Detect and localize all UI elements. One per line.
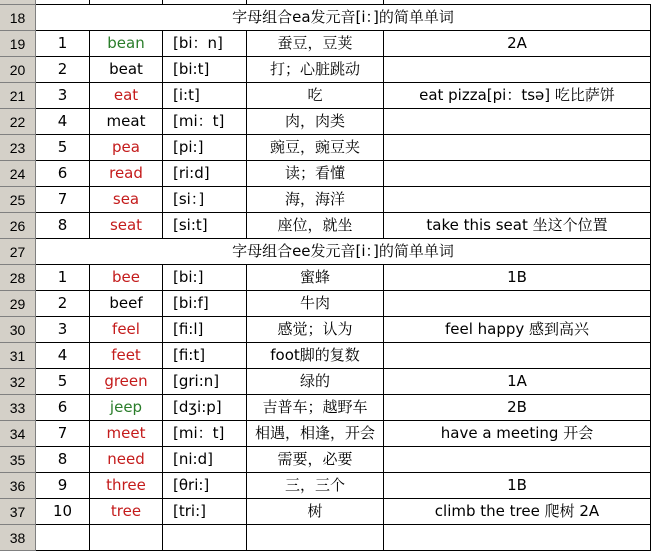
- table-row: [0, 135, 651, 161]
- row-header[interactable]: 32: [0, 369, 36, 395]
- cell-phonetic[interactable]: [tri:]: [163, 499, 247, 525]
- cell-number[interactable]: 2: [36, 57, 90, 83]
- cell-note[interactable]: [384, 291, 651, 317]
- cell-meaning[interactable]: 蚕豆，豆荚: [247, 31, 384, 57]
- cell-meaning[interactable]: 相遇，相逢，开会: [247, 421, 384, 447]
- section-title[interactable]: 字母组合ee发元音[i：]的简单单词: [36, 239, 651, 265]
- cell-note[interactable]: [384, 57, 651, 83]
- cell-word[interactable]: beef: [90, 291, 163, 317]
- cell-phonetic[interactable]: [bi:]: [163, 265, 247, 291]
- table-row: [0, 317, 651, 343]
- row-header[interactable]: 27: [0, 239, 36, 265]
- table-row: [0, 265, 651, 291]
- table-row: [0, 291, 651, 317]
- cell-number[interactable]: 6: [36, 161, 90, 187]
- row-header[interactable]: 36: [0, 473, 36, 499]
- cell-meaning[interactable]: 感觉；认为: [247, 317, 384, 343]
- row-header[interactable]: 22: [0, 109, 36, 135]
- cell-note[interactable]: feel happy 感到高兴: [384, 317, 651, 343]
- cell-meaning[interactable]: 座位，就坐: [247, 213, 384, 239]
- row-header[interactable]: 38: [0, 525, 36, 551]
- cell-number[interactable]: 2: [36, 291, 90, 317]
- table-row: [0, 239, 651, 265]
- cell-note[interactable]: [384, 109, 651, 135]
- cell-empty[interactable]: [36, 525, 90, 551]
- row-header[interactable]: 26: [0, 213, 36, 239]
- cell-word[interactable]: need: [90, 447, 163, 473]
- table-row: [0, 161, 651, 187]
- cell-note[interactable]: take this seat 坐这个位置: [384, 213, 651, 239]
- table-row: [0, 83, 651, 109]
- cell-meaning[interactable]: 需要，必要: [247, 447, 384, 473]
- cell-number[interactable]: 6: [36, 395, 90, 421]
- row-header[interactable]: 33: [0, 395, 36, 421]
- row-header[interactable]: 19: [0, 31, 36, 57]
- cell-number[interactable]: 3: [36, 317, 90, 343]
- cell-phonetic[interactable]: [si：]: [163, 187, 247, 213]
- cell-empty[interactable]: [247, 525, 384, 551]
- cell-note[interactable]: 1A: [384, 369, 651, 395]
- cell-meaning[interactable]: foot脚的复数: [247, 343, 384, 369]
- table-row: [0, 31, 651, 57]
- cell-number[interactable]: 8: [36, 447, 90, 473]
- cell-phonetic[interactable]: [dʒi:p]: [163, 395, 247, 421]
- cell-number[interactable]: 4: [36, 343, 90, 369]
- cell-word[interactable]: eat: [90, 83, 163, 109]
- table-row: [0, 369, 651, 395]
- table-row: [0, 447, 651, 473]
- cell-number[interactable]: 9: [36, 473, 90, 499]
- section-title[interactable]: 字母组合ea发元音[i：]的简单单词: [36, 5, 651, 31]
- table-row: [0, 525, 651, 551]
- row-header[interactable]: 31: [0, 343, 36, 369]
- cell-note[interactable]: have a meeting 开会: [384, 421, 651, 447]
- cell-word[interactable]: pea: [90, 135, 163, 161]
- table-row: [0, 187, 651, 213]
- cell-note[interactable]: [384, 343, 651, 369]
- cell-word[interactable]: tree: [90, 499, 163, 525]
- cell-number[interactable]: 8: [36, 213, 90, 239]
- row-header[interactable]: 24: [0, 161, 36, 187]
- cell-meaning[interactable]: 豌豆，豌豆夹: [247, 135, 384, 161]
- cell-word[interactable]: sea: [90, 187, 163, 213]
- cell-phonetic[interactable]: [θri:]: [163, 473, 247, 499]
- cell-meaning[interactable]: 三，三个: [247, 473, 384, 499]
- cell-word[interactable]: bean: [90, 31, 163, 57]
- row-header[interactable]: 30: [0, 317, 36, 343]
- cell-empty[interactable]: [163, 525, 247, 551]
- cell-meaning[interactable]: 吉普车；越野车: [247, 395, 384, 421]
- row-header[interactable]: 28: [0, 265, 36, 291]
- table-row: [0, 5, 651, 31]
- row-header[interactable]: 20: [0, 57, 36, 83]
- table-row: [0, 109, 651, 135]
- cell-phonetic[interactable]: [fi:t]: [163, 343, 247, 369]
- cell-meaning[interactable]: 海，海洋: [247, 187, 384, 213]
- cell-phonetic[interactable]: [ni:d]: [163, 447, 247, 473]
- cell-note[interactable]: [384, 135, 651, 161]
- cell-meaning[interactable]: 牛肉: [247, 291, 384, 317]
- cell-number[interactable]: 7: [36, 187, 90, 213]
- cell-word[interactable]: three: [90, 473, 163, 499]
- cell-meaning[interactable]: 打；心脏跳动: [247, 57, 384, 83]
- cell-phonetic[interactable]: [i:t]: [163, 83, 247, 109]
- cell-word[interactable]: green: [90, 369, 163, 395]
- table-row: [0, 395, 651, 421]
- table-row: [0, 213, 651, 239]
- cell-meaning[interactable]: 绿的: [247, 369, 384, 395]
- cell-note[interactable]: [384, 161, 651, 187]
- cell-meaning[interactable]: 吃: [247, 83, 384, 109]
- cell-note[interactable]: eat pizza[pi：tsə] 吃比萨饼: [384, 83, 651, 109]
- cell-number[interactable]: 4: [36, 109, 90, 135]
- cell-word[interactable]: meat: [90, 109, 163, 135]
- cell-phonetic[interactable]: [mi：t]: [163, 109, 247, 135]
- cell-meaning[interactable]: 读；看懂: [247, 161, 384, 187]
- cell-number[interactable]: 5: [36, 135, 90, 161]
- row-header[interactable]: 29: [0, 291, 36, 317]
- cell-meaning[interactable]: 肉，肉类: [247, 109, 384, 135]
- cell-note[interactable]: [384, 187, 651, 213]
- cell-note[interactable]: 1B: [384, 265, 651, 291]
- cell-meaning[interactable]: 树: [247, 499, 384, 525]
- cell-number[interactable]: 3: [36, 83, 90, 109]
- cell-empty[interactable]: [90, 525, 163, 551]
- cell-meaning[interactable]: 蜜蜂: [247, 265, 384, 291]
- row-header[interactable]: 23: [0, 135, 36, 161]
- cell-phonetic[interactable]: [ri:d]: [163, 161, 247, 187]
- cell-note[interactable]: 2B: [384, 395, 651, 421]
- cell-note[interactable]: [384, 447, 651, 473]
- row-header[interactable]: 35: [0, 447, 36, 473]
- cell-phonetic[interactable]: [si:t]: [163, 213, 247, 239]
- cell-number[interactable]: 1: [36, 31, 90, 57]
- cell-empty[interactable]: [384, 525, 651, 551]
- cell-word[interactable]: read: [90, 161, 163, 187]
- cell-word[interactable]: jeep: [90, 395, 163, 421]
- row-header[interactable]: 25: [0, 187, 36, 213]
- cell-phonetic[interactable]: [mi：t]: [163, 421, 247, 447]
- table-row: [0, 499, 651, 525]
- cell-phonetic[interactable]: [bi:f]: [163, 291, 247, 317]
- cell-number[interactable]: 10: [36, 499, 90, 525]
- cell-word[interactable]: beat: [90, 57, 163, 83]
- cell-word[interactable]: feel: [90, 317, 163, 343]
- cell-word[interactable]: seat: [90, 213, 163, 239]
- table-row: [0, 421, 651, 447]
- row-header[interactable]: 34: [0, 421, 36, 447]
- cell-phonetic[interactable]: [fi:l]: [163, 317, 247, 343]
- cell-note[interactable]: 2A: [384, 31, 651, 57]
- cell-note[interactable]: 1B: [384, 473, 651, 499]
- row-header[interactable]: 18: [0, 5, 36, 31]
- cell-phonetic[interactable]: [bi：n]: [163, 31, 247, 57]
- cell-word[interactable]: feet: [90, 343, 163, 369]
- cell-phonetic[interactable]: [bi:t]: [163, 57, 247, 83]
- table-row: [0, 57, 651, 83]
- cell-phonetic[interactable]: [gri:n]: [163, 369, 247, 395]
- cell-word[interactable]: meet: [90, 421, 163, 447]
- table-row: [0, 343, 651, 369]
- cell-number[interactable]: 5: [36, 369, 90, 395]
- cell-number[interactable]: 1: [36, 265, 90, 291]
- row-header[interactable]: 21: [0, 83, 36, 109]
- cell-number[interactable]: 7: [36, 421, 90, 447]
- table-row: [0, 473, 651, 499]
- cell-note[interactable]: climb the tree 爬树 2A: [384, 499, 651, 525]
- cell-phonetic[interactable]: [pi:]: [163, 135, 247, 161]
- cell-word[interactable]: bee: [90, 265, 163, 291]
- row-header[interactable]: 37: [0, 499, 36, 525]
